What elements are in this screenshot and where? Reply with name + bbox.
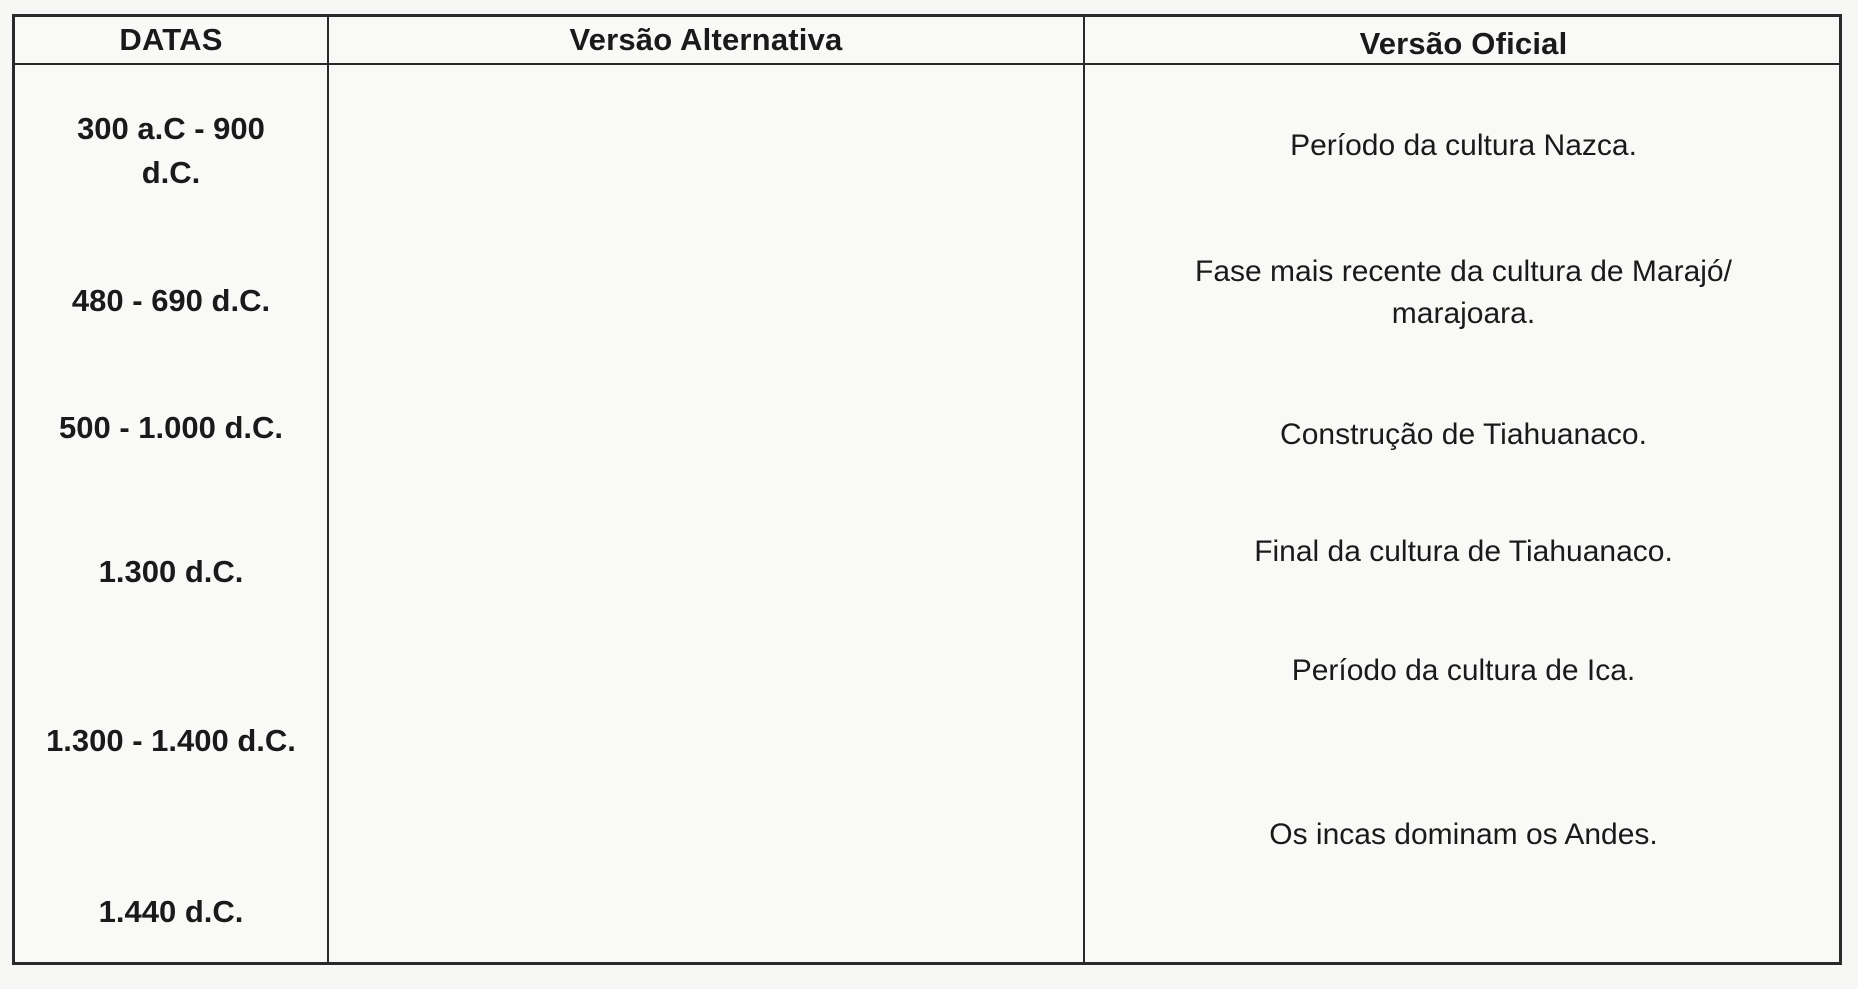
header-alternative-version: Versão Alternativa (569, 22, 843, 57)
timeline-table (12, 14, 1842, 965)
official-event: Fase mais recente da cultura de Marajó/ marajoara. (1195, 255, 1732, 330)
header-dates: DATAS (119, 22, 223, 57)
date-item: 1.440 d.C. (98, 894, 244, 929)
official-event: Os incas dominam os Andes. (1269, 818, 1658, 851)
date-item: 1.300 - 1.400 d.C. (46, 723, 296, 758)
official-event: Período da cultura Nazca. (1290, 129, 1637, 162)
official-event: Construção de Tiahuanaco. (1280, 418, 1647, 451)
date-item: 500 - 1.000 d.C. (58, 410, 283, 445)
official-event: Final da cultura de Tiahuanaco. (1254, 535, 1673, 568)
date-item: 1.300 d.C. (98, 554, 244, 589)
date-item: 480 - 690 d.C. (71, 283, 271, 318)
column-divider-dates (327, 17, 329, 962)
header-official-version: Versão Oficial (1359, 26, 1568, 61)
official-event: Período da cultura de Ica. (1291, 654, 1636, 687)
date-item: 300 a.C - 900 d.C. (77, 111, 265, 190)
